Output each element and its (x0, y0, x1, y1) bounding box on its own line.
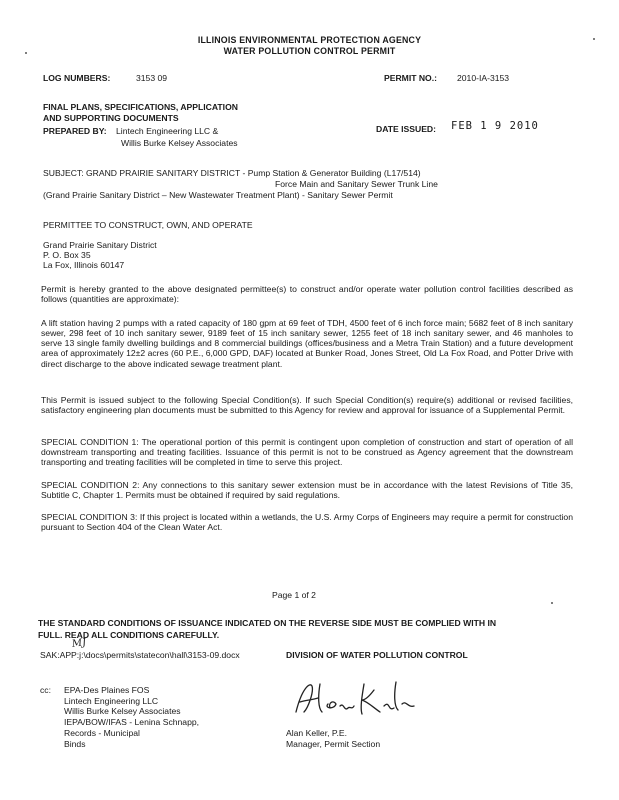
address-line: La Fox, Illinois 60147 (43, 260, 125, 271)
log-numbers-label: LOG NUMBERS: (43, 73, 111, 83)
subject-line-2: Force Main and Sanitary Sewer Trunk Line (275, 179, 438, 189)
cc-item: EPA-Des Plaines FOS (64, 685, 150, 695)
handwritten-initials: MJ (71, 637, 87, 650)
subject-line-1: SUBJECT: GRAND PRAIRIE SANITARY DISTRICT - Pump Station & Generator Building (L17/514) (43, 168, 421, 178)
signer-title: Manager, Permit Section (286, 739, 381, 749)
facility-description: A lift station having 2 pumps with a rated capacity of 180 gpm at 69 feet of TDH, 4500 feet of 6 inch force main; 5682 feet of 8 inch sanitary sewer, 298 feet of 10 inch sanitary sewer, 9189 feet of 15 inch sanitary sewer, 1255 feet of 18 inch sanitary sewer, and 46 manholes to serve 13 single family dwelling buildings and 8 commercial buildings (offices/business and a Metra Train Station) and a future development area of approximately 12±2 acres (60 P.E., 6,000 GPD, DAF) located at Bunker Road, Jones Street, Old La Fox Road, and Potter Drive with direct discharge to the above indicated sewage treatment plant. (41, 318, 573, 369)
special-condition-2: SPECIAL CONDITION 2: Any connections to this sanitary sewer extension must be in accordance with the latest Revisions of Title 35, Subtitle C, Chapter 1. Permits must be obtained if required by said regulations. (41, 480, 573, 501)
permittee-address (43, 240, 157, 270)
subject-line-3: (Grand Prairie Sanitary District – New Wastewater Treatment Plant) - Sanitary Sewer Permit (43, 190, 393, 200)
prepared-by-label: PREPARED BY: (43, 126, 107, 136)
date-issued-stamp: FEB 1 9 2010 (451, 120, 539, 132)
special-conditions-intro: This Permit is issued subject to the following Special Condition(s). If such Special Condition(s) require(s) additional or revised facilities, satisfactory engineering plan documents must be submitted to this Agency for review and approval for issuance of a Supplemental Permit. (41, 395, 573, 416)
permittee-heading: PERMITTEE TO CONSTRUCT, OWN, AND OPERATE (43, 220, 253, 230)
date-issued-label: DATE ISSUED: (376, 124, 437, 134)
agency-name: ILLINOIS ENVIRONMENTAL PROTECTION AGENCY (197, 35, 422, 45)
cc-item: Binds (64, 738, 86, 749)
division-name: DIVISION OF WATER POLLUTION CONTROL (286, 650, 468, 660)
special-condition-1: SPECIAL CONDITION 1: The operational portion of this permit is contingent upon completion of construction and start of operation of all downstream transporting and treating facilities. Issuance of this permit is not to be construed as Agency agreement that the downstream transporting and treating facilities will be completed in time to serve this project. (41, 437, 573, 468)
cc-item: Records - Municipal (64, 727, 140, 738)
intro-paragraph: Permit is hereby granted to the above designated permittee(s) to construct and/or operate water pollution control facilities described as follows (quantities are approximate): (41, 284, 573, 305)
standard-conditions-line-2: FULL. READ ALL CONDITIONS CAREFULLY. (38, 630, 220, 640)
signature (290, 678, 420, 724)
file-path: SAK:APP:j:\docs\permits\statecon\hall\3153-09.docx (40, 650, 240, 660)
page-number: Page 1 of 2 (272, 590, 316, 600)
special-condition-3: SPECIAL CONDITION 3: If this project is located within a wetlands, the U.S. Army Corps of Engineers may require a permit for construction pursuant to Section 404 of the Clean Water Act. (41, 512, 573, 533)
prepared-by-firm-1: Lintech Engineering LLC & (116, 126, 219, 136)
permit-no-label: PERMIT NO.: (384, 73, 437, 83)
signature-icon (290, 678, 420, 722)
cc-item: Willis Burke Kelsey Associates (64, 706, 181, 717)
cc-item: IEPA/BOW/IFAS - Lenina Schnapp, (64, 717, 200, 728)
permit-type: WATER POLLUTION CONTROL PERMIT (223, 46, 396, 56)
cc-label: cc: (40, 685, 51, 695)
address-line: P. O. Box 35 (43, 250, 91, 261)
supporting-docs-heading: AND SUPPORTING DOCUMENTS (43, 113, 179, 123)
address-line: Grand Prairie Sanitary District (43, 240, 157, 250)
signer-name: Alan Keller, P.E. (286, 728, 347, 738)
final-plans-heading: FINAL PLANS, SPECIFICATIONS, APPLICATION (43, 102, 238, 112)
standard-conditions-line-1: THE STANDARD CONDITIONS OF ISSUANCE INDICATED ON THE REVERSE SIDE MUST BE COMPLIED WITH IN (38, 618, 497, 628)
scan-speck (551, 602, 553, 604)
prepared-by-firm-2: Willis Burke Kelsey Associates (121, 138, 238, 148)
cc-item: Lintech Engineering LLC (64, 695, 159, 706)
permit-no-value: 2010-IA-3153 (457, 73, 510, 83)
log-numbers-value: 3153 09 (136, 73, 168, 83)
cc-list (64, 685, 199, 749)
